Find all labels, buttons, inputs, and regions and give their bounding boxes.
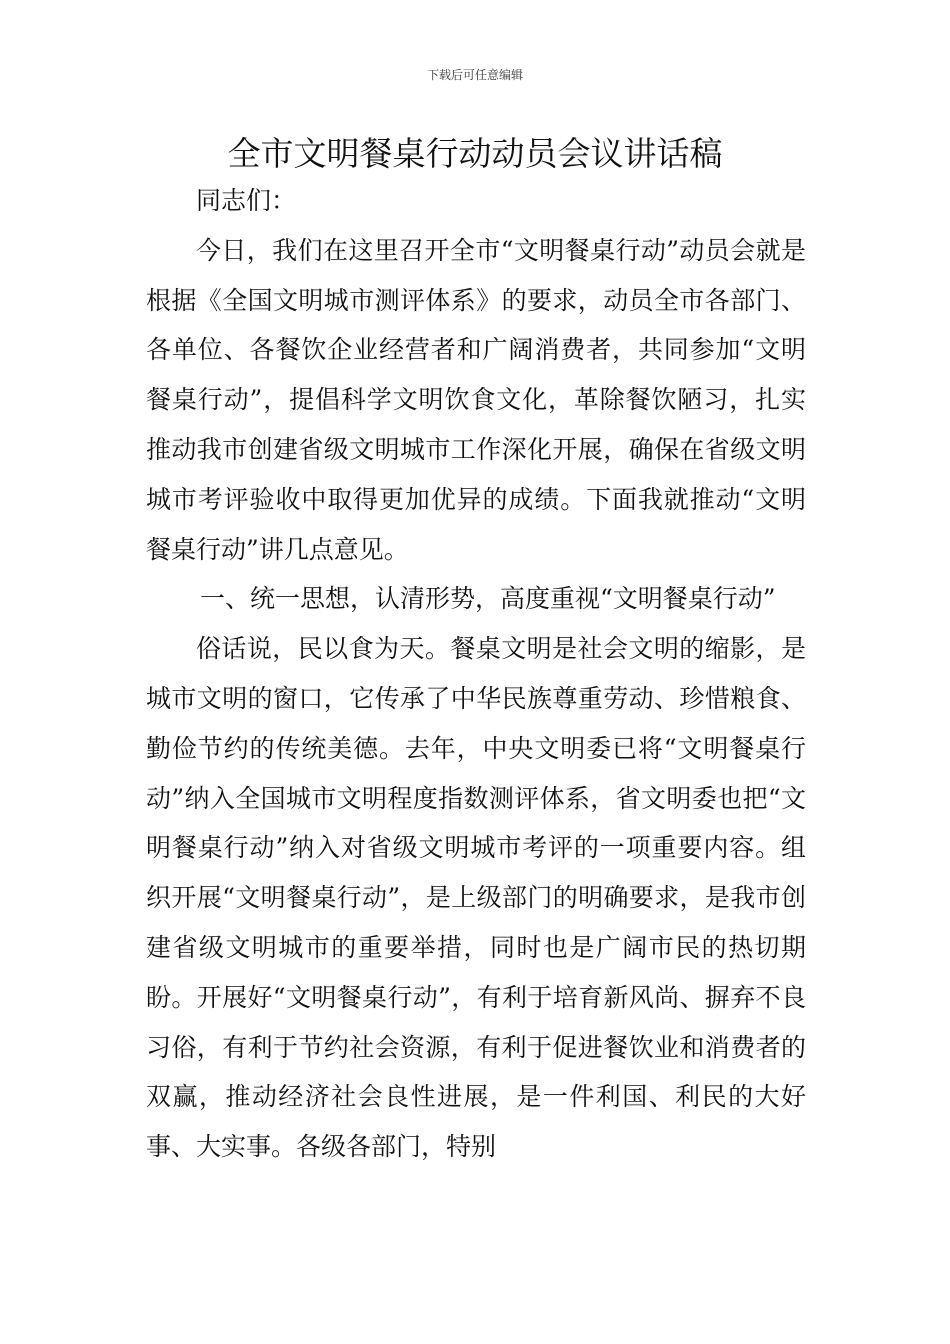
greeting: 同志们： xyxy=(196,186,297,215)
document-title: 全市文明餐桌行动动员会议讲话稿 xyxy=(227,134,723,173)
header-note: 下载后可任意编辑 xyxy=(426,68,523,82)
paragraph-intro: 今日，我们在这里召开全市“文明餐桌行动”动员会就是根据《全国文明城市测评体系》的要求，动员全市各部门、各单位、各餐饮企业经营者和广阔消费者，共同参加“文明餐桌行动”，提倡科学文明饮食文化，革除餐饮陋习，扎实推动我市创建省级文明城市工作深化开展，确保在省级文明城市考评验收中取得更加优异的成绩。下面我就推动“文明餐桌行动”讲几点意见。 xyxy=(146,235,806,564)
paragraph-section-1: 俗话说，民以食为天。餐桌文明是社会文明的缩影，是城市文明的窗口，它传承了中华民族尊重劳动、珍惜粮食、勤俭节约的传统美德。去年，中央文明委已将“文明餐桌行动”纳入全国城市文明程度指数测评体系，省文明委也把“文明餐桌行动”纳入对省级文明城市考评的一项重要内容。组织开展“文明餐桌行动”，是上级部门的明确要求，是我市创建省级文明城市的重要举措，同时也是广阔市民的热切期盼。开展好“文明餐桌行动”，有利于培育新风尚、摒弃不良习俗，有利于节约社会资源，有利于促进餐饮业和消费者的双赢，推动经济社会良性进展，是一件利国、利民的大好事、大实事。各级各部门，特别 xyxy=(146,634,806,1162)
section-heading-1: 一、统一思想，认清形势，高度重视“文明餐桌行动” xyxy=(200,584,776,614)
document-body xyxy=(146,176,806,1172)
